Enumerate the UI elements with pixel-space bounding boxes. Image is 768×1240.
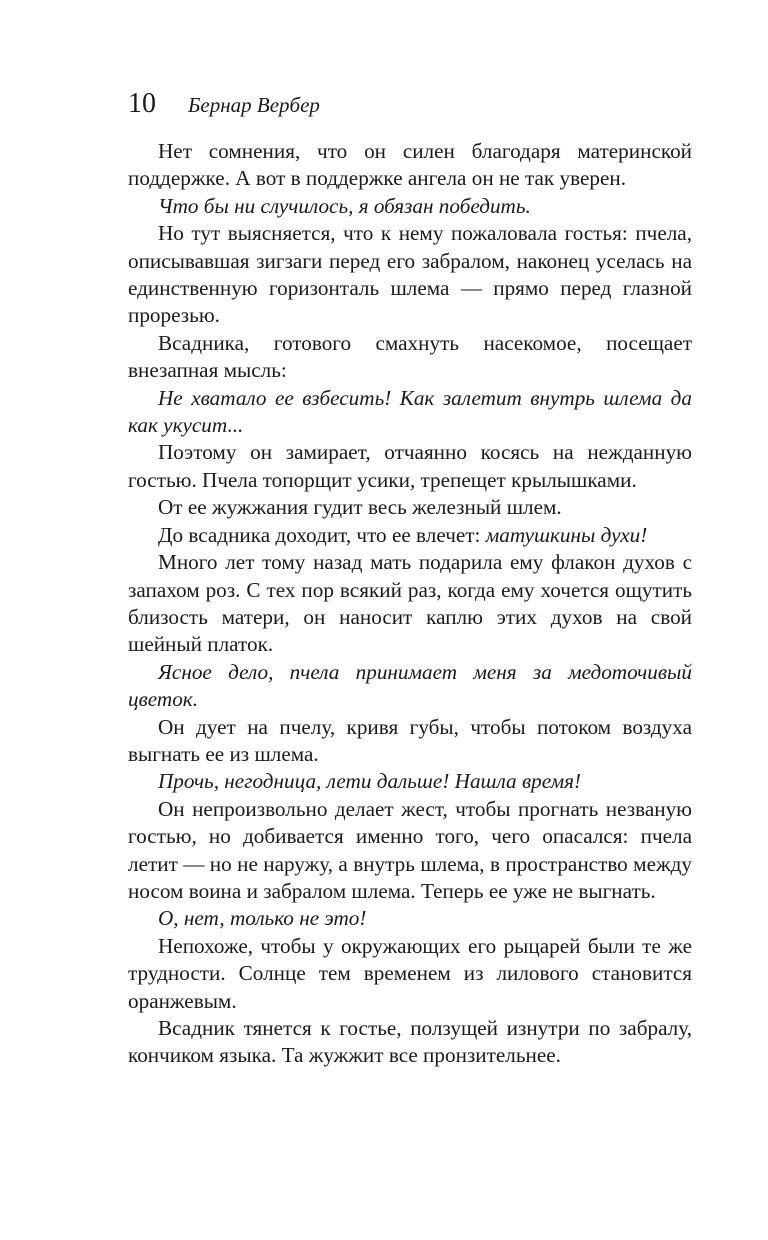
italic-thought: Прочь, негодница, лети дальше! Нашла время!: [158, 769, 582, 794]
page-number: 10: [128, 88, 156, 119]
paragraph: Всадника, готового смахнуть насекомое, посещает внезапная мысль:: [128, 330, 692, 383]
italic-thought: Что бы ни случилось, я обязан победить.: [158, 193, 531, 218]
running-head: [128, 88, 692, 128]
paragraph: Всадник тянется к гостье, ползущей изнутри по забралу, кончиком языка. Та жужжит все пронзительнее.: [128, 1016, 692, 1068]
paragraph: Много лет тому назад мать подарила ему флакон духов с запахом роз. С тех пор всякий раз, когда ему хочется ощутить близость матери, он наносит каплю этих духов на свой шейный платок.: [128, 550, 692, 657]
paragraph: Нет сомнения, что он силен благодаря материнской поддержке. А вот в поддержке ангела он не так уверен.: [128, 139, 692, 191]
italic-thought: О, нет, только не это!: [158, 906, 367, 931]
paragraph-mixed: [128, 522, 692, 549]
paragraph: Он дует на пчелу, кривя губы, чтобы потоком воздуха выгнать ее из шлема.: [128, 714, 692, 766]
paragraph: Непохоже, чтобы у окружающих его рыцарей были те же трудности. Солнце тем временем из лилового становится оранжевым.: [128, 933, 692, 1013]
running-head-author: Бернар Вербер: [188, 93, 320, 117]
italic-emphasis: матушкины духи!: [485, 522, 648, 547]
paragraph: Но тут выясняется, что к нему пожаловала гостья: пчела, описывавшая зигзаги перед его забралом, наконец уселась на единственную горизонталь шлема — прямо перед глазной прорезью.: [128, 221, 692, 328]
paragraph: Поэтому он замирает, отчаянно косясь на нежданную гостью. Пчела топорщит усики, трепещет крылышками.: [128, 440, 692, 492]
italic-thought: Не хватало ее взбесить! Как залетит внутрь шлема да как укусит...: [128, 385, 692, 438]
italic-thought: Ясное дело, пчела принимает меня за медоточивый цветок.: [128, 659, 692, 712]
body-text: [128, 138, 692, 1070]
paragraph-lead: До всадника доходит, что ее влечет:: [158, 522, 486, 547]
book-page: [128, 88, 692, 1070]
paragraph: Он непроизвольно делает жест, чтобы прогнать незваную гостью, но добивается именно того, чего опасался: пчела летит — но не наружу, а внутрь шлема, в пространство между носом воина и забралом шлема. Теперь ее уже не выгнать.: [128, 796, 692, 903]
paragraph: От ее жужжания гудит весь железный шлем.: [158, 495, 562, 520]
